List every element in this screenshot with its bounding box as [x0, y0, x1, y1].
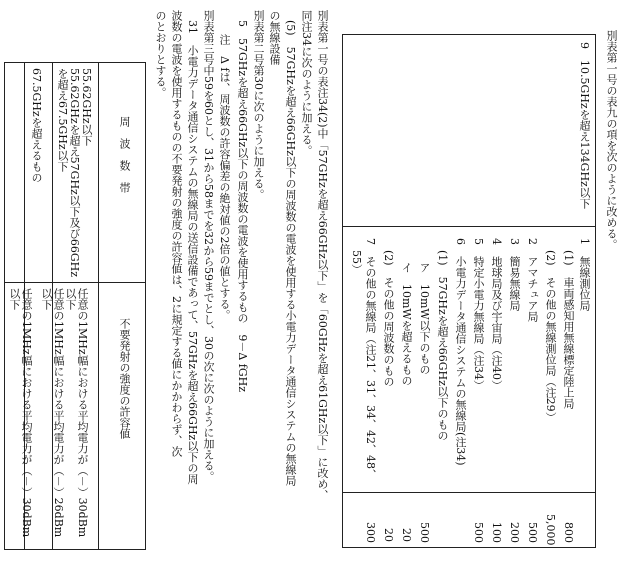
table-1-divider	[342, 226, 595, 227]
table-1-row-value: 800	[562, 522, 575, 543]
paragraph-line: 波数の電波を使用するものの不要発射の強度の許容値は、2に規定する値にかかわらず、次	[170, 10, 183, 457]
table-1-row-value: 500	[472, 522, 485, 543]
paragraph-line: 別表第二号第30に次のように加える。	[252, 10, 265, 200]
table-1-header-no: 9	[578, 42, 591, 49]
table-2-header-band: 周 波 数 帯	[118, 116, 131, 193]
table-1-row-label: 6 小電力データ通信システムの無線局(注34)	[454, 238, 467, 466]
paragraph-line: のとおりとする。	[154, 10, 167, 98]
table-1-row-label: 1 無線測位局	[578, 238, 591, 311]
table-2-band: 55.62GHz以下	[80, 68, 93, 146]
paragraph-line: 注 Δ fは、周波数の許容偏差の絶対値の2倍の値とする。	[218, 34, 231, 321]
paragraph-line: 別表第一号の表注34(2)中「57GHzを超え66GHz以下」を「60GHzを超え61GHz以下」に改め、	[316, 10, 329, 501]
table-1-row-label: 4 地球局及び宇宙局（注40）	[490, 238, 503, 391]
table-2-limit: 任意の1MHz幅における平均電力が（－）30dBm以下	[64, 288, 89, 538]
table-1-row-value: 20	[400, 528, 413, 542]
table-1-row-value: 20	[382, 528, 395, 542]
paragraph-line: (5) 57GHzを超え66GHz以下の周波数の電波を使用する小電力データ通信システムの無線局	[284, 20, 297, 486]
table-1-row-value: 200	[508, 522, 521, 543]
table-1-row-label: 5 特定小電力無線局（注34）	[472, 238, 485, 391]
table-1-row-value: 5,000	[544, 514, 557, 546]
table-2-limit: 任意の1MHz幅における平均電力が（－）26dBm以下	[40, 288, 65, 538]
table-1-row-label: 2 アマチュア局	[526, 238, 539, 322]
paragraph-line: 同注34に次のように加える。	[300, 10, 313, 156]
paragraph-line: 5 57GHzを超え66GHz以下の周波数の電波を使用するもの 9－Δ fGHz	[236, 20, 249, 393]
table-2-limit: 任意の1MHz幅における平均電力が（－）30dBm以下	[8, 288, 33, 538]
paragraph-line: の無線設備	[268, 10, 281, 65]
table-1	[342, 34, 596, 548]
table-1-header-title: 10.5GHzを超え134GHz以下	[578, 60, 591, 209]
table-1-row-label: 7 その他の無線局（注21、31、34、42、48、	[364, 238, 377, 480]
table-1-row-label: (1) 車両感知用無線標定陸上局	[562, 250, 575, 409]
table-1-row-label: ア 10mW以下のもの	[418, 262, 431, 375]
table-1-row-value: 300	[364, 522, 377, 543]
paragraph-line: 別表第三号中59を60とし、31から58までを32から59までとし、30の次に次のように加える。	[202, 10, 215, 482]
table-1-row-value: 100	[490, 522, 503, 543]
table-1-row-label: イ 10mWを超えるもの	[400, 262, 413, 386]
table-2-header-limit: 不要発射の強度の許容値	[118, 318, 131, 439]
table-1-value-divider	[342, 492, 595, 493]
table-2-column-divider	[4, 282, 145, 283]
heading: 別表第一号の表九の項を次のように改める。	[605, 30, 618, 250]
table-2-band: 55.62GHzを超え57GHz以下及び66GHzを超え67.5GHz以下	[56, 68, 81, 278]
table-2-row-divider	[98, 62, 99, 549]
table-1-row-label: (2) その他の無線測位局（注29）	[544, 250, 557, 423]
table-1-row-value: 500	[526, 522, 539, 543]
table-1-row-label: (1) 57GHzを超え66GHz以下のもの	[436, 250, 449, 441]
table-1-row-value: 500	[418, 522, 431, 543]
table-2-band: 67.5GHzを超えるもの	[30, 68, 43, 183]
table-1-row-label: 55）	[350, 250, 363, 275]
table-1-row-label: 3 簡易無線局	[508, 238, 521, 311]
table-1-row-label: (2) その他の周波数のもの	[382, 250, 395, 387]
paragraph-line: 31 小電力データ通信システムの無線局の送信設備であって、57GHzを超え66GHz以下の周	[186, 20, 199, 485]
